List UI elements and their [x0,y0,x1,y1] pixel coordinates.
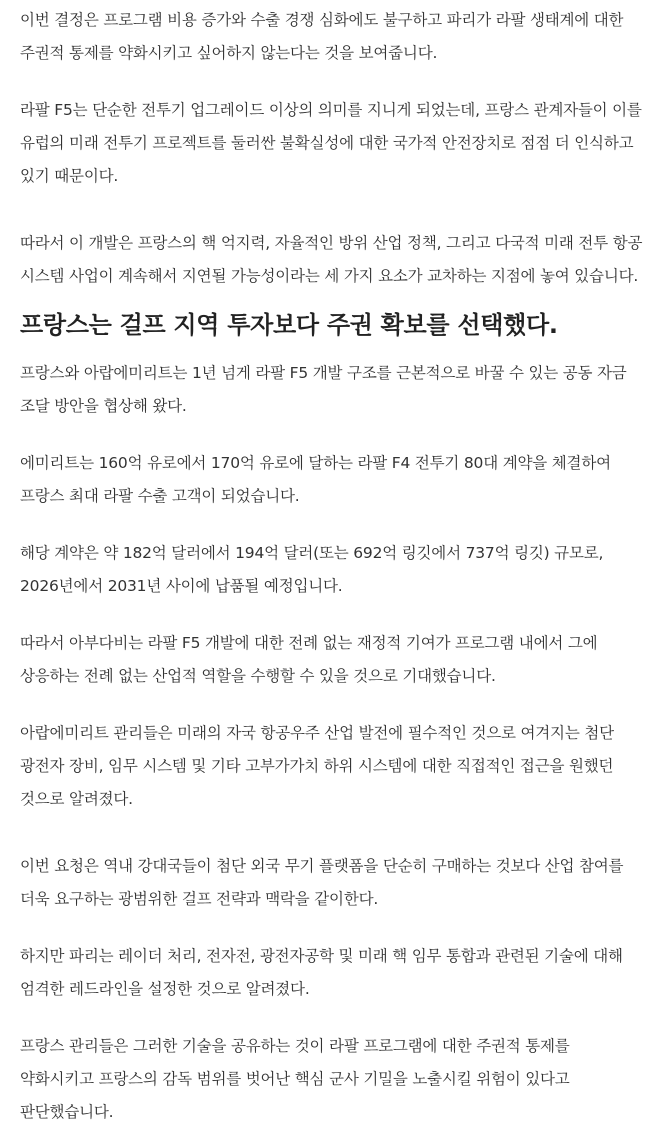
spacer [20,603,644,627]
spacer [20,916,644,940]
spacer [20,343,644,357]
spacer [20,423,644,447]
spacer [20,693,644,717]
paragraph: 따라서 이 개발은 프랑스의 핵 억지력, 자율적인 방위 산업 정책, 그리고 다국적 미래 전투 항공 시스템 사업이 계속해서 지연될 가능성이라는 세 가지 요소가 교차하는 지점에 놓여 있습니다. [20,234,643,285]
spacer [20,816,644,850]
spacer [20,513,644,537]
paragraph: 라팔 F5는 단순한 전투기 업그레이드 이상의 의미를 지니게 되었는데, 프랑스 관계자들이 이를 유럽의 미래 전투기 프로젝트를 둘러싼 불확실성에 대한 국가적 안전장치로 점점 더 인식하고 있기 때문이다. [20,101,642,185]
paragraph: 따라서 아부다비는 라팔 F5 개발에 대한 전례 없는 재정적 기여가 프로그램 내에서 그에 상응하는 전례 없는 산업적 역할을 수행할 수 있을 것으로 기대했습니다. [20,634,598,685]
paragraph: 아랍에미리트 관리들은 미래의 자국 항공우주 산업 발전에 필수적인 것으로 여겨지는 첨단 광전자 장비, 임무 시스템 및 기타 고부가가치 하위 시스템에 대한 직접적인 접근을 원했던 것으로 알려졌다. [20,724,614,808]
paragraph: 이번 요청은 역내 강대국들이 첨단 외국 무기 플랫폼을 단순히 구매하는 것보다 산업 참여를 더욱 요구하는 광범위한 걸프 전략과 맥락을 같이한다. [20,857,624,908]
paragraph: 하지만 파리는 레이더 처리, 전자전, 광전자공학 및 미래 핵 임무 통합과 관련된 기술에 대해 엄격한 레드라인을 설정한 것으로 알려졌다. [20,947,623,998]
section-heading: 프랑스는 걸프 지역 투자보다 주권 확보를 선택했다. [20,311,558,339]
paragraph: 프랑스와 아랍에미리트는 1년 넘게 라팔 F5 개발 구조를 근본적으로 바꿀 수 있는 공동 자금 조달 방안을 협상해 왔다. [20,364,627,415]
paragraph: 이번 결정은 프로그램 비용 증가와 수출 경쟁 심화에도 불구하고 파리가 라팔 생태계에 대한 주권적 통제를 약화시키고 싶어하지 않는다는 것을 보여줍니다. [20,11,624,62]
spacer [20,193,644,227]
paragraph: 에미리트는 160억 유로에서 170억 유로에 달하는 라팔 F4 전투기 80대 계약을 체결하여 프랑스 최대 라팔 수출 고객이 되었습니다. [20,454,611,505]
paragraph: 해당 계약은 약 182억 달러에서 194억 달러(또는 692억 링깃에서 737억 링깃) 규모로, 2026년에서 2031년 사이에 납품될 예정입니다. [20,544,604,595]
paragraph: 프랑스 관리들은 그러한 기술을 공유하는 것이 라팔 프로그램에 대한 주권적 통제를 약화시키고 프랑스의 감독 범위를 벗어난 핵심 군사 기밀을 노출시킬 위험이 있다고 판단했습니다. [20,1037,570,1121]
spacer [20,293,644,307]
spacer [20,1006,644,1030]
spacer [20,70,644,94]
